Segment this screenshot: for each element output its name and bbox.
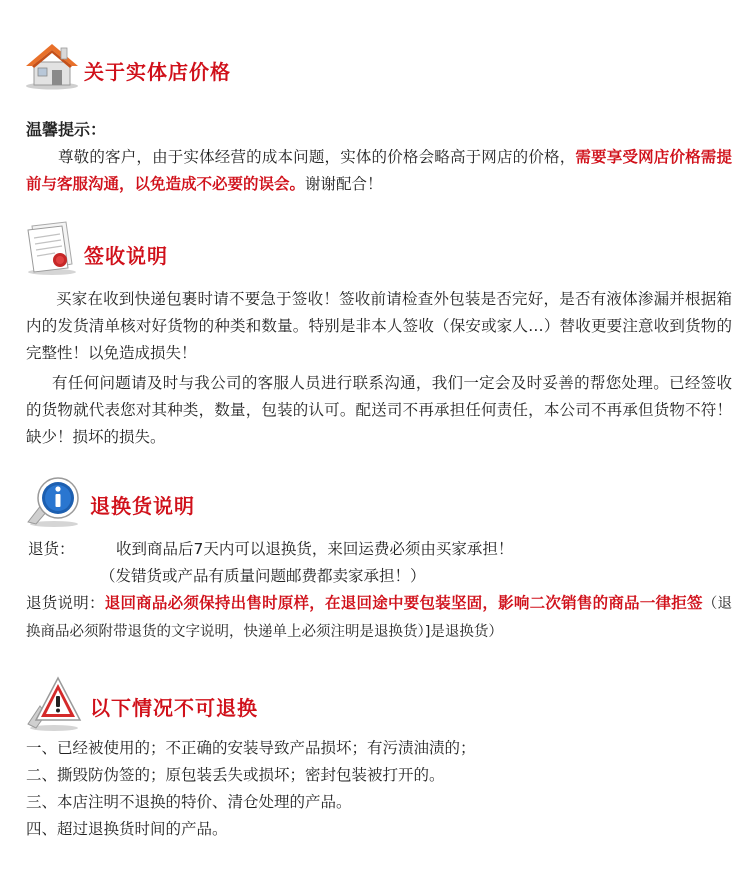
noreturn-item: 二、撕毁防伪签的；原包装丢失或损坏；密封包装被打开的。 [26, 766, 445, 784]
price-notice-highlight: 需要享受网店价格需提前与客服沟通，以免造成不必要的误会。 [26, 148, 732, 193]
price-notice-text: 尊敬的客户，由于实体经营的成本问题，实体的价格会略高于网店的价格， [58, 148, 576, 166]
info-icon [24, 474, 82, 528]
tip-label: 温馨提示： [26, 120, 107, 139]
sign-section-title: 签收说明 [84, 244, 168, 268]
letter-icon [22, 220, 80, 276]
return-description-label: 退货说明： [26, 594, 105, 612]
house-icon [22, 40, 80, 90]
exchange-section-title: 退换货说明 [90, 494, 195, 518]
noreturn-section-title: 以下情况不可退换 [90, 696, 258, 720]
return-description-note: （退换商品必须附带退货的文字说明，快递单上必须注明是退换货）]是退换货） [26, 596, 732, 640]
return-note: （发错货或产品有质量问题邮费都卖家承担！） [100, 567, 426, 585]
price-notice [26, 144, 732, 198]
noreturn-item: 一、已经被使用的；不正确的安装导致产品损坏；有污渍油渍的； [26, 739, 476, 757]
return-label: 退货： [28, 540, 75, 558]
noreturn-item: 三、本店注明不退换的特价、清仓处理的产品。 [26, 793, 352, 811]
return-description [26, 590, 732, 646]
price-section-title: 关于实体店价格 [84, 60, 231, 84]
return-text: 收到商品后7天内可以退换货，来回运费必须由买家承担！ [116, 540, 514, 558]
noreturn-item: 四、超过退换货时间的产品。 [26, 820, 228, 838]
price-notice-thanks: 谢谢配合！ [305, 175, 383, 193]
return-description-highlight: 退回商品必须保持出售时原样，在退回途中要包装坚固，影响二次销售的商品一律拒签 [104, 594, 703, 612]
warning-icon [24, 676, 82, 732]
sign-paragraph-1: 买家在收到快递包裹时请不要急于签收！签收前请检查外包装是否完好，是否有液体渗漏并根据箱内的发货清单核对好货物的种类和数量。特别是非本人签收（保安或家人…）替收更要注意收到货物的完整性！以免造成损失！ [26, 290, 732, 362]
sign-paragraph-2: 有任何问题请及时与我公司的客服人员进行联系沟通，我们一定会及时妥善的帮您处理。已经签收的货物就代表您对其种类，数量，包装的认可。配送司不再承担任何责任，本公司不再承但货物不符！缺少！损坏的损失。 [26, 374, 732, 446]
